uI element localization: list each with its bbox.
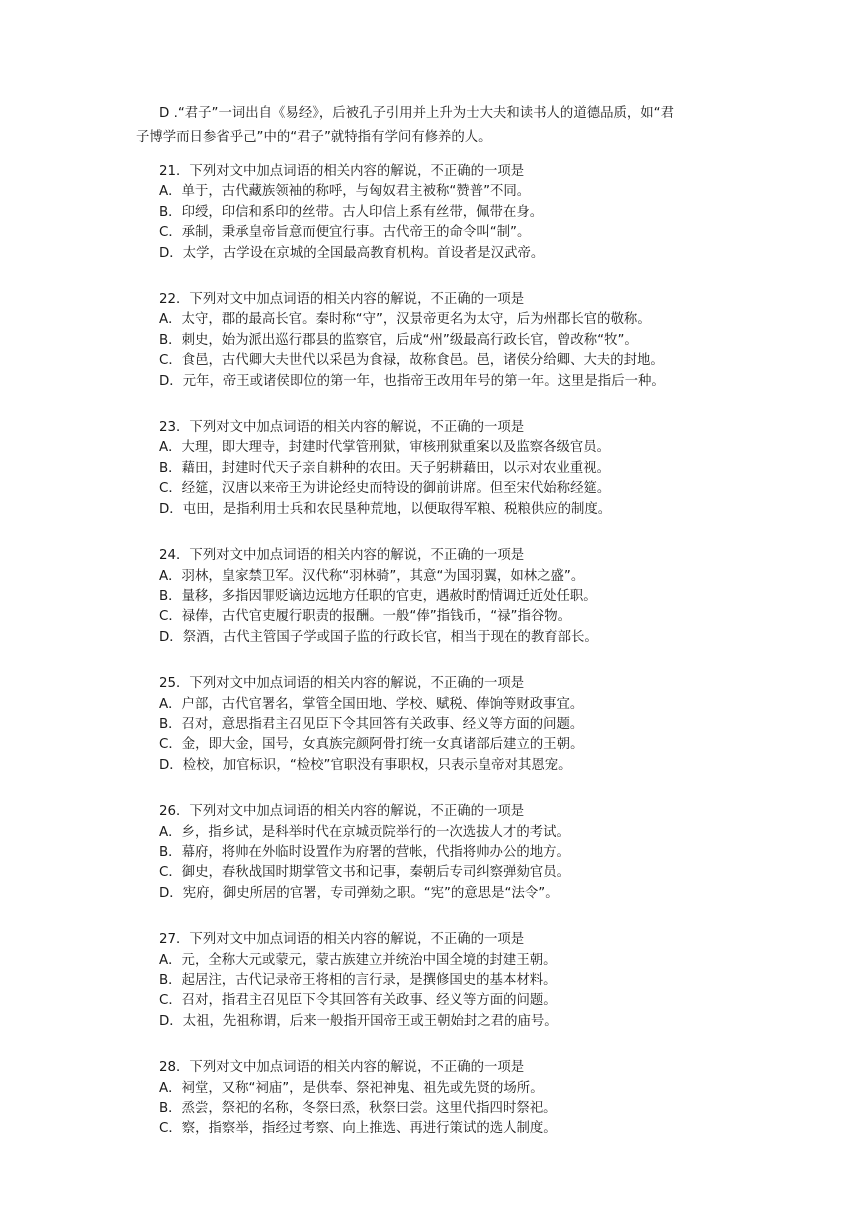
option-b: B．召对，意思指君主召见臣下令其回答有关政事、经义等方面的问题。 — [159, 716, 584, 732]
question-stem: 23．下列对文中加点词语的相关内容的解说，不正确的一项是 — [159, 420, 525, 436]
option-c: C．禄俸，古代官吏履行职责的报酬。一般“俸”指钱币，“禄”指谷物。 — [159, 609, 572, 625]
option-a: A．祠堂，又称“祠庙”，是供奉、祭祀神鬼、祖先或先贤的场所。 — [159, 1080, 544, 1096]
option-d: D．宪府，御史所居的官署，专司弹劾之职。“宪”的意思是“法令”。 — [159, 885, 559, 901]
question-27 — [159, 930, 759, 1032]
option-a: A．大理，即大理寺，封建时代掌管刑狱，审核刑狱重案以及监察各级官员。 — [159, 440, 611, 456]
question-21 — [159, 162, 759, 264]
question-22 — [159, 290, 759, 392]
option-d: D．太祖，先祖称谓，后来一般指开国帝王或王朝始封之君的庙号。 — [159, 1013, 558, 1029]
option-d: D．祭酒，古代主管国子学或国子监的行政长官，相当于现在的教育部长。 — [159, 629, 598, 645]
option-c: C．经筵，汉唐以来帝王为讲论经史而特设的御前讲席。但至宋代始称经筵。 — [159, 481, 611, 497]
question-26 — [159, 802, 759, 904]
question-stem: 22．下列对文中加点词语的相关内容的解说，不正确的一项是 — [159, 292, 525, 308]
option-d: D．检校，加官标识，“检校”官职没有事职权，只表示皇帝对其恩宠。 — [159, 757, 572, 773]
option-d: D．屯田，是指利用士兵和农民垦种荒地，以便取得军粮、税粮供应的制度。 — [159, 501, 612, 517]
question-stem: 21．下列对文中加点词语的相关内容的解说，不正确的一项是 — [159, 164, 525, 179]
option-d: D．太学，古学设在京城的全国最高教育机构。首设者是汉武帝。 — [159, 245, 545, 261]
option-b: B．烝尝，祭祀的名称，冬祭曰烝，秋祭曰尝。这里代指四时祭祀。 — [159, 1101, 557, 1117]
option-a: A．羽林，皇家禁卫军。汉代称“羽林骑”，其意“为国羽翼，如林之盛”。 — [159, 568, 585, 584]
question-24 — [159, 546, 759, 648]
question-stem: 28．下列对文中加点词语的相关内容的解说，不正确的一项是 — [159, 1060, 525, 1076]
option-c: C．御史，春秋战国时期掌管文书和记事，秦朝后专司纠察弹劾官员。 — [159, 865, 571, 881]
option-c: C．金，即大金，国号，女真族完颜阿骨打统一女真诸部后建立的王朝。 — [159, 737, 584, 753]
option-c: C．承制，秉承皇帝旨意而便宜行事。古代帝王的命令叫“制”。 — [159, 225, 531, 241]
option-c: C．召对，指君主召见臣下令其回答有关政事、经义等方面的问题。 — [159, 993, 557, 1009]
option-a: A．乡，指乡试，是科举时代在京城贡院举行的一次选拔人才的考试。 — [159, 824, 570, 840]
option-b: B．刺史，始为派出巡行郡县的监察官，后成“州”级最高行政长官，曾改称“牧”。 — [159, 332, 638, 348]
question-stem: 26．下列对文中加点词语的相关内容的解说，不正确的一项是 — [159, 804, 525, 820]
question-list — [159, 162, 759, 1166]
option-a: A．单于，古代藏族领袖的称呼，与匈奴君主被称“赞普”不同。 — [159, 184, 531, 200]
intro-paragraph — [136, 102, 736, 150]
option-b: B．藉田，封建时代天子亲自耕种的农田。天子躬耕藉田，以示对农业重视。 — [159, 460, 611, 476]
intro-line-1: D .“君子”一词出自《易经》，后被孔子引用并上升为士大夫和读书人的道德品质，如“君 — [159, 106, 674, 121]
option-d: D．元年，帝王或诸侯即位的第一年，也指帝王改用年号的第一年。这里是指后一种。 — [159, 373, 665, 389]
question-23 — [159, 418, 759, 520]
option-a: A．太守，郡的最高长官。秦时称“守”，汉景帝更名为太守，后为州郡长官的敬称。 — [159, 312, 651, 328]
question-stem: 25．下列对文中加点词语的相关内容的解说，不正确的一项是 — [159, 676, 525, 692]
option-b: B．起居注，古代记录帝王将相的言行录，是撰修国史的基本材料。 — [159, 973, 557, 988]
option-a: A．户部，古代官署名，掌管全国田地、学校、赋税、俸饷等财政事宜。 — [159, 696, 584, 712]
question-25 — [159, 674, 759, 776]
option-c: C．食邑，古代卿大夫世代以采邑为食禄，故称食邑。邑，诸侯分给卿、大夫的封地。 — [159, 353, 664, 369]
option-b: B．量移，多指因罪贬谪边远地方任职的官吏，遇赦时酌情调迁近处任职。 — [159, 588, 597, 604]
option-a: A．元，全称大元或蒙元，蒙古族建立并统治中国全境的封建王朝。 — [159, 952, 557, 968]
question-stem: 24．下列对文中加点词语的相关内容的解说，不正确的一项是 — [159, 548, 525, 564]
intro-line-2: 子博学而日参省乎己”中的“君子”就特指有学问有修养的人。 — [136, 130, 492, 145]
option-b: B．幕府，将帅在外临时设置作为府署的营帐，代指将帅办公的地方。 — [159, 844, 570, 860]
question-stem: 27．下列对文中加点词语的相关内容的解说，不正确的一项是 — [159, 932, 525, 948]
question-28 — [159, 1058, 759, 1140]
option-b: B．印绶，印信和系印的丝带。古人印信上系有丝带，佩带在身。 — [159, 204, 544, 220]
option-c: C．察，指察举，指经过考察、向上推选、再进行策试的选人制度。 — [159, 1121, 557, 1137]
